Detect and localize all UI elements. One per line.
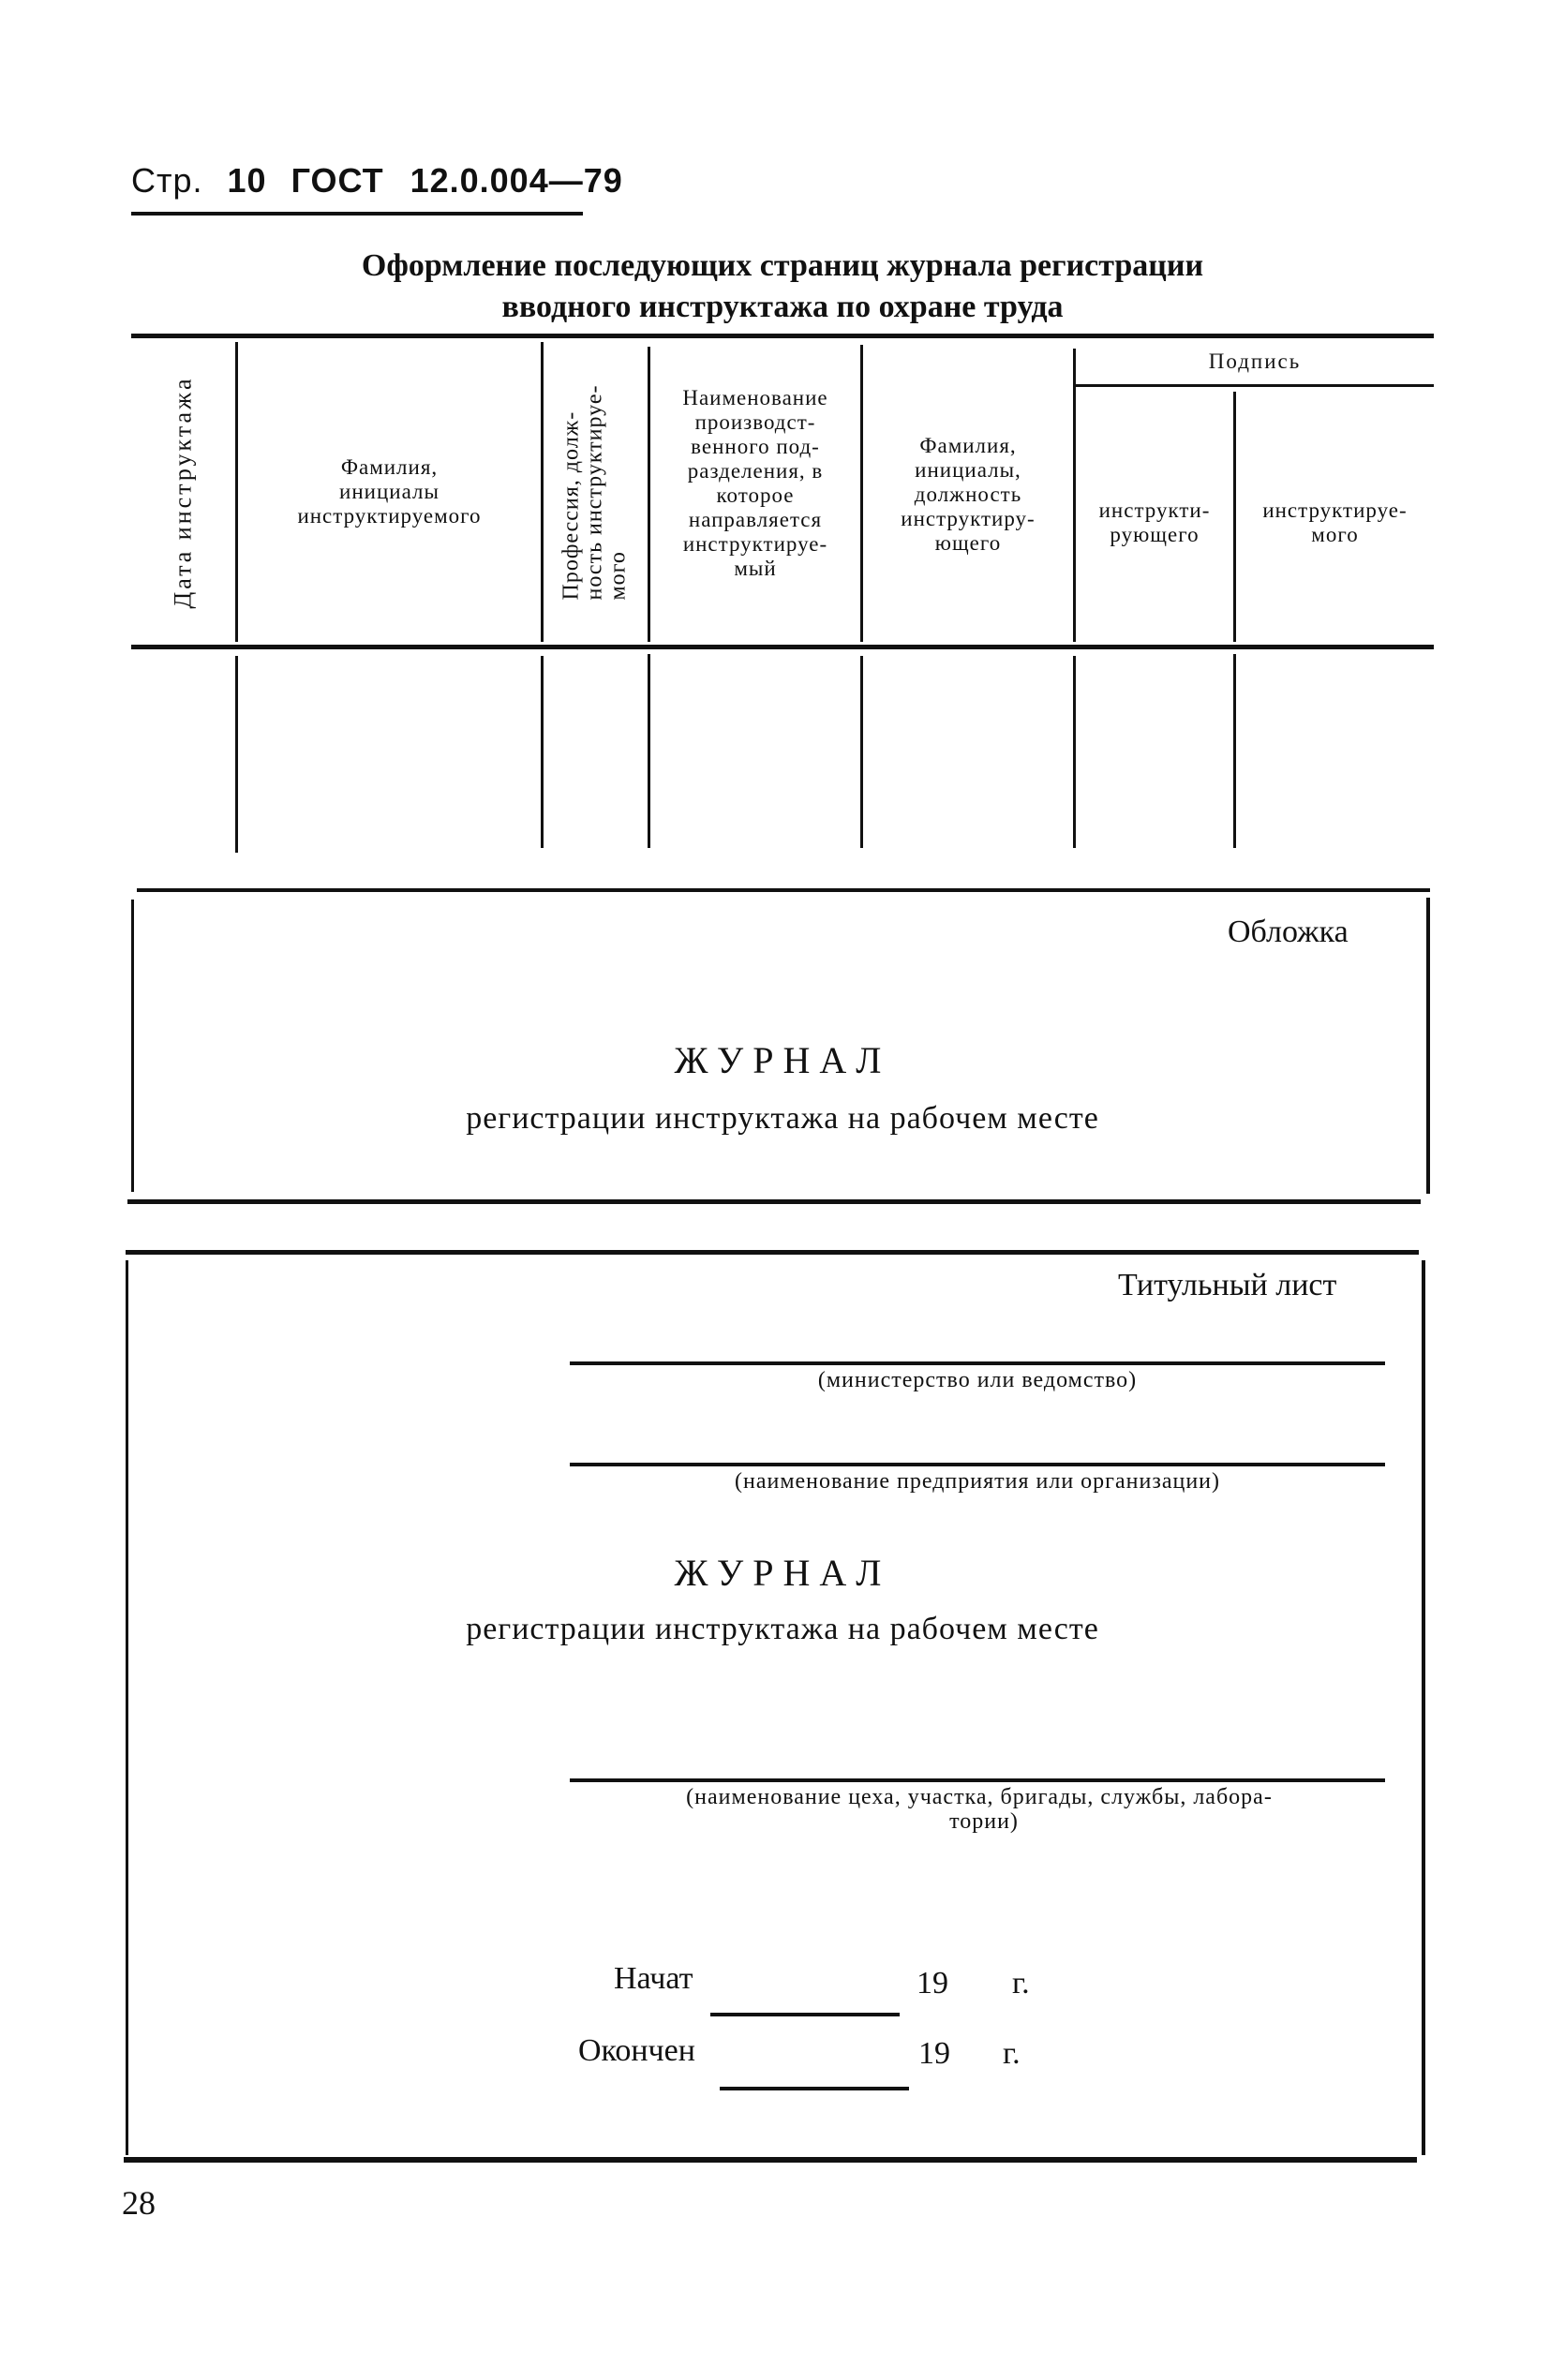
col-header-trainee-name (238, 339, 541, 645)
profession-line1: Профессия, долж- (559, 410, 584, 601)
unit-line8: мый (734, 557, 777, 580)
standard-label: ГОСТ (291, 161, 384, 200)
finished-year-suffix: г. (1003, 2036, 1021, 2071)
page-number: 28 (122, 2184, 156, 2222)
title-left-border (126, 1260, 128, 2155)
profession-line3: мого (606, 550, 631, 601)
title-top-rule (126, 1250, 1419, 1255)
sign-trainee-line1: инструктируе- (1262, 498, 1408, 522)
unit-line7: инструктируе- (682, 532, 828, 556)
started-year-prefix: 19 (917, 1966, 948, 2001)
col-header-profession-label (560, 384, 631, 600)
unit-line5: которое (716, 483, 795, 507)
table-row (131, 649, 1434, 851)
page-prefix: Стр. (131, 161, 203, 200)
unit-line4: разделения, в (687, 459, 824, 483)
standard-code: 12.0.004—79 (410, 161, 623, 200)
finished-date-field[interactable] (720, 2087, 909, 2090)
started-year-suffix: г. (1012, 1966, 1030, 2001)
col-group-signature: Подпись (1208, 350, 1302, 373)
cover-label: Обложка (1228, 915, 1349, 949)
title-journal-subtitle: регистрации инструктажа на рабочем месте (466, 1612, 1099, 1646)
col-header-sign-instructor (1076, 387, 1233, 645)
instructor-line3: должность (914, 483, 1022, 506)
trainee-name-line3: инструктируемого (297, 504, 482, 528)
trainee-name-line1: Фамилия, (340, 455, 439, 479)
started-label: Начат (614, 1961, 693, 1996)
section-title-line2: вводного инструктажа по охране труда (501, 290, 1064, 324)
started-date-field[interactable] (710, 2013, 900, 2016)
col-header-date-label: Дата инструктажа (170, 375, 198, 609)
profession-line2: ность инструктируе- (583, 383, 607, 601)
section-title-line1: Оформление последующих страниц журнала регистрации (361, 248, 1204, 283)
title-journal-title: ЖУРНАЛ (674, 1552, 891, 1594)
cover-journal-title: ЖУРНАЛ (674, 1039, 891, 1081)
col-header-date (131, 339, 235, 645)
unit-line1: Наименование (682, 386, 828, 409)
header-underline (131, 212, 583, 216)
ministry-caption: (министерство или ведомство) (817, 1368, 1138, 1392)
sign-instructor-line1: инструкти- (1098, 498, 1211, 522)
sign-instructor-line2: рующего (1110, 522, 1200, 546)
cover-journal-subtitle: регистрации инструктажа на рабочем месте (466, 1101, 1099, 1136)
title-bottom-rule (124, 2157, 1417, 2163)
finished-label: Окончен (578, 2033, 695, 2068)
col-header-profession (544, 339, 648, 645)
cover-bottom-rule (127, 1199, 1421, 1204)
page-header (131, 161, 623, 201)
unit-line3: венного под- (691, 435, 820, 458)
enterprise-line (570, 1463, 1385, 1466)
unit-line2: производст- (694, 410, 816, 434)
col-header-unit (650, 339, 860, 645)
enterprise-caption: (наименование предприятия или организации) (734, 1469, 1220, 1494)
instructor-line4: инструктиру- (901, 507, 1036, 530)
unit-line6: направляется (688, 508, 823, 531)
col-header-instructor (863, 339, 1073, 645)
finished-year-prefix: 19 (918, 2036, 950, 2071)
unit-line (570, 1778, 1385, 1782)
instructor-line5: ющего (934, 531, 1002, 555)
title-right-border (1422, 1260, 1425, 2155)
unit-caption-line1: (наименование цеха, участка, бригады, службы, лабора- (686, 1785, 1273, 1809)
col-header-sign-trainee (1236, 387, 1434, 645)
instructor-line1: Фамилия, (919, 434, 1017, 457)
sign-trainee-line2: мого (1311, 522, 1359, 546)
page-number-top: 10 (227, 161, 267, 200)
unit-caption-line2: тории) (949, 1809, 1019, 1834)
ministry-line (570, 1361, 1385, 1365)
table-top-rule (131, 334, 1434, 338)
title-page-label: Титульный лист (1118, 1268, 1337, 1302)
instructor-line2: инициалы, (915, 458, 1021, 482)
cover-top-rule (137, 888, 1430, 892)
trainee-name-line2: инициалы (339, 480, 440, 503)
